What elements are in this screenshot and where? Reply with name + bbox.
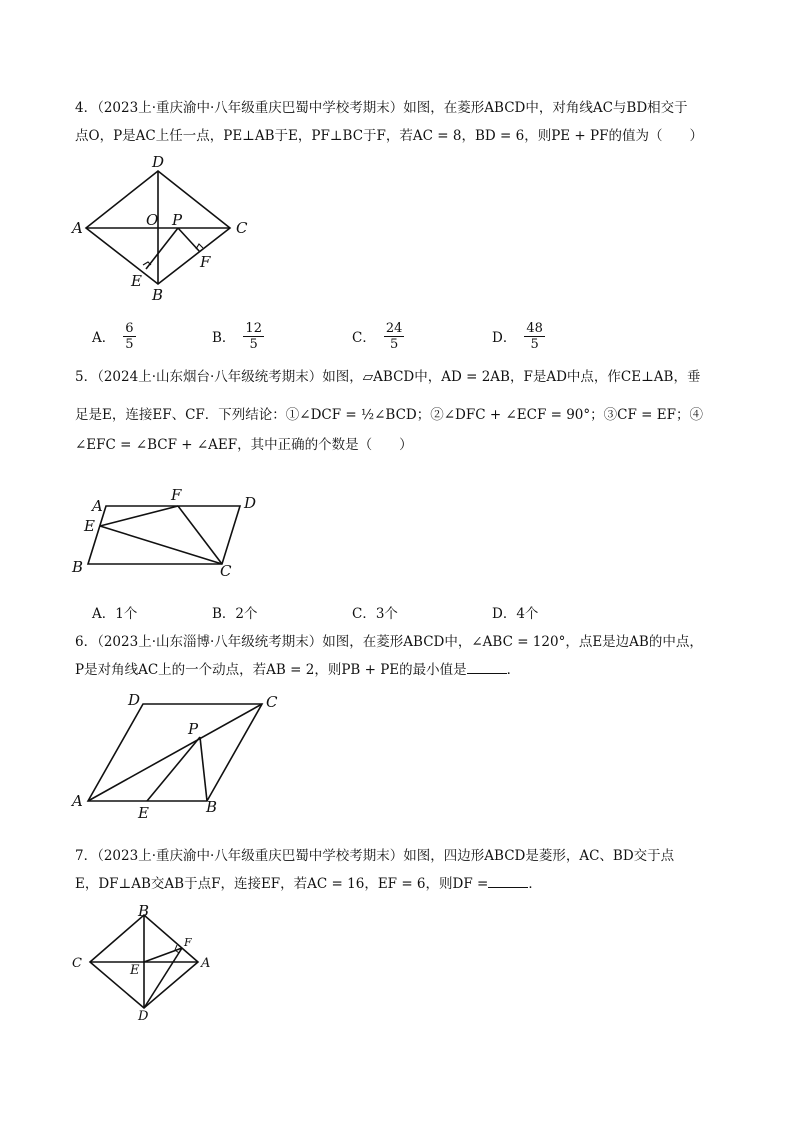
segment-pe	[146, 228, 178, 269]
question-7-line-2-end: ．	[528, 876, 542, 892]
option-c-denominator: 5	[389, 336, 399, 352]
segment-pb	[200, 737, 207, 801]
option-a-letter: A．	[92, 330, 116, 346]
label-d: D	[152, 153, 165, 171]
right-angle-f	[196, 244, 203, 249]
label-p: P	[188, 720, 199, 738]
label-a: A	[72, 219, 83, 237]
question-7-line-1: 7．（2023上·重庆渝中·八年级重庆巴蜀中学校考期末）如图，四边形ABCD是菱形，AC、BD交于点	[75, 848, 675, 864]
question-7-line-2-wrap	[75, 870, 735, 898]
figure-rhombus-pe-pf	[70, 152, 270, 304]
label-e: E	[138, 804, 149, 822]
option-a[interactable]	[92, 316, 136, 356]
option-c-letter: C．	[352, 330, 376, 346]
question-7	[75, 842, 735, 898]
label-c: C	[236, 219, 248, 237]
question-6-line-2-end: ．	[506, 662, 521, 678]
label-d: D	[138, 1009, 149, 1024]
label-b: B	[206, 798, 218, 816]
option-a-label: A．1个	[92, 606, 138, 622]
option-c-numerator: 24	[385, 320, 403, 336]
option-d-numerator: 48	[526, 320, 543, 336]
label-p: P	[172, 211, 183, 229]
segment-ec	[100, 526, 222, 564]
segment-ef	[100, 506, 178, 526]
segment-ef	[144, 948, 182, 962]
question-5-line-2: 足是E，连接EF、CF．下列结论：①∠DCF = ½∠BCD；②∠DFC + ∠ECF = 90°；③CF = EF；④	[75, 407, 703, 423]
question-5-line-3: ∠EFC = ∠BCF + ∠AEF，其中正确的个数是（ ）	[75, 437, 413, 453]
option-d-letter: D．	[492, 330, 517, 346]
segment-pe	[147, 737, 200, 801]
label-d: D	[128, 691, 141, 709]
question-6-line-1: 6．（2023上·山东淄博·八年级统考期末）如图，在菱形ABCD中，∠ABC = 120°，点E是边AB的中点，	[75, 634, 703, 650]
answer-blank[interactable]	[467, 659, 507, 674]
question-4-options	[92, 316, 572, 356]
option-d-label: D．4个	[492, 606, 539, 622]
option-a[interactable]	[92, 592, 137, 632]
label-f: F	[200, 253, 211, 271]
question-4	[75, 94, 735, 150]
label-a: A	[92, 497, 103, 515]
question-4-line-2: 点O，P是AC上任一点，PE⊥AB于E，PF⊥BC于F，若AC = 8，BD = 6，则PE + PF的值为（ ）	[75, 128, 703, 144]
option-b-label: B．2个	[212, 606, 258, 622]
parallelogram-abcd	[88, 506, 240, 564]
option-d-denominator: 5	[530, 336, 539, 352]
option-c[interactable]	[352, 316, 404, 356]
question-5-line-1: 5．（2024上·山东烟台·八年级统考期末）如图，▱ABCD中，AD = 2AB，F是AD中点，作CE⊥AB，垂	[75, 369, 701, 385]
option-c[interactable]	[352, 592, 398, 632]
option-b-fraction	[243, 321, 264, 352]
label-f: F	[171, 486, 182, 504]
option-b[interactable]	[212, 592, 258, 632]
label-b: B	[138, 902, 150, 920]
label-e: E	[84, 517, 95, 535]
label-d: D	[244, 494, 257, 512]
label-o: O	[146, 211, 159, 229]
option-a-fraction	[123, 321, 135, 352]
question-5	[75, 362, 735, 460]
figure-rhombus-pb-pe	[70, 688, 290, 820]
right-angle-e	[143, 262, 151, 265]
label-e: E	[131, 272, 142, 290]
label-c: C	[72, 956, 82, 971]
diagonal-ac	[88, 704, 262, 801]
label-c: C	[266, 693, 278, 711]
label-a: A	[72, 792, 83, 810]
option-d-fraction	[524, 321, 545, 352]
answer-blank[interactable]	[488, 873, 528, 888]
question-6	[75, 628, 735, 684]
option-a-numerator: 6	[125, 320, 134, 336]
figure-rhombus-df	[66, 898, 226, 1024]
label-b: B	[152, 286, 164, 304]
option-c-label: C．3个	[352, 606, 398, 622]
option-b-numerator: 12	[245, 320, 262, 336]
question-7-line-2: E，DF⊥AB交AB于点F，连接EF，若AC = 16，EF = 6，则DF =	[75, 876, 489, 892]
option-b[interactable]	[212, 316, 264, 356]
segment-fc	[178, 506, 222, 564]
label-e: E	[130, 963, 140, 978]
label-b: B	[72, 558, 84, 576]
option-c-fraction	[384, 321, 405, 352]
option-a-denominator: 5	[125, 336, 134, 352]
segment-df	[144, 948, 182, 1008]
label-a: A	[201, 956, 211, 971]
option-d[interactable]	[492, 316, 545, 356]
option-d[interactable]	[492, 592, 538, 632]
label-c: C	[220, 562, 232, 580]
option-b-letter: B．	[212, 330, 236, 346]
question-6-line-2: P是对角线AC上的一个动点，若AB = 2，则PB + PE的最小值是	[75, 662, 467, 678]
label-f: F	[184, 936, 192, 949]
option-b-denominator: 5	[249, 336, 258, 352]
question-5-options	[92, 592, 572, 632]
question-4-line-1: 4．（2023上·重庆渝中·八年级重庆巴蜀中学校考期末）如图，在菱形ABCD中，对角线AC与BD相交于	[75, 100, 688, 116]
question-6-line-2-wrap	[75, 656, 735, 684]
figure-parallelogram-efc	[66, 484, 276, 584]
